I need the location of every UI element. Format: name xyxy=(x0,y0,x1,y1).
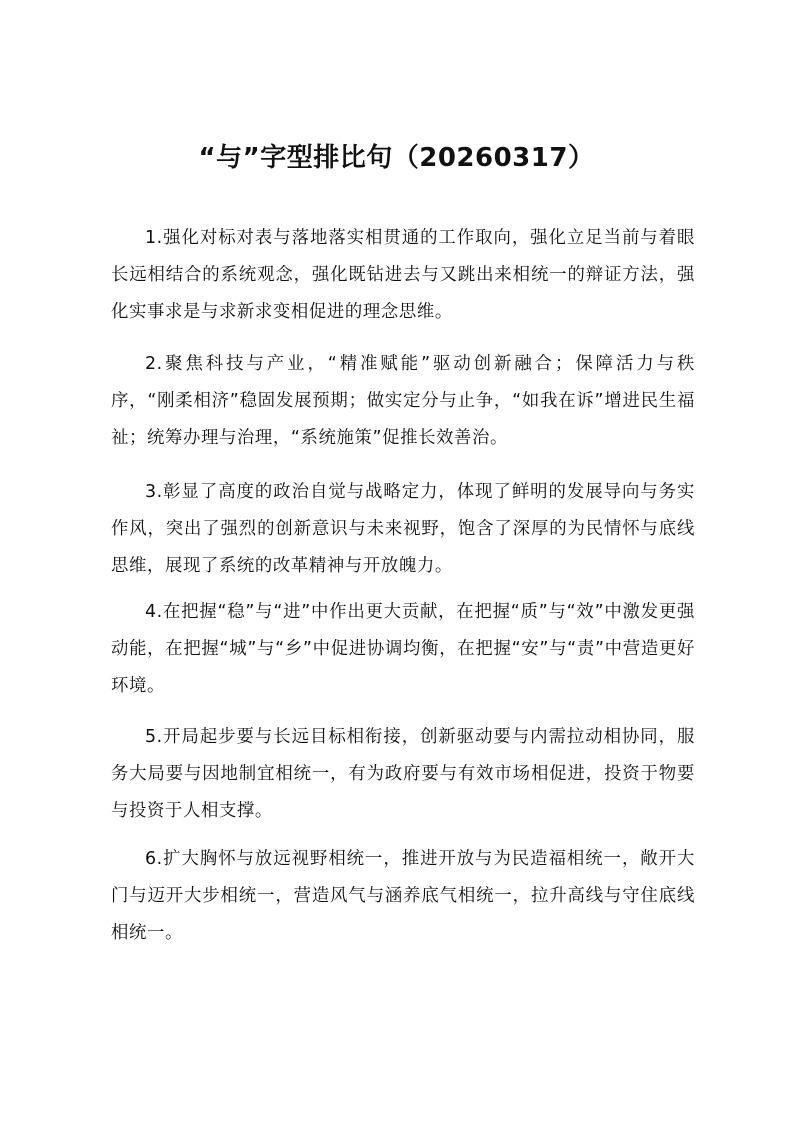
paragraph-2: 2.聚焦科技与产业，“精准赋能”驱动创新融合；保障活力与秩序，“刚柔相济”稳固发展预期；做实定分与止争，“如我在诉”增进民生福祉；统筹办理与治理，“系统施策”促推长效善治。 xyxy=(111,354,695,448)
paragraph-1: 1.强化对标对表与落地落实相贯通的工作取向，强化立足当前与着眼长远相结合的系统观念，强化既钻进去与又跳出来相统一的辩证方法，强化实事求是与求新求变相促进的理念思维。 xyxy=(111,228,695,322)
document-title: “与”字型排比句（20260317） xyxy=(198,143,595,173)
paragraph-3: 3.彰显了高度的政治自觉与战略定力，体现了鲜明的发展导向与务实作风，突出了强烈的创新意识与未来视野，饱含了深厚的为民情怀与底线思维，展现了系统的改革精神与开放魄力。 xyxy=(111,482,695,576)
paragraph-5: 5.开局起步要与长远目标相衔接，创新驱动要与内需拉动相协同，服务大局要与因地制宜相统一，有为政府要与有效市场相促进，投资于物要与投资于人相支撑。 xyxy=(111,727,695,821)
paragraph-4: 4.在把握“稳”与“进”中作出更大贡献，在把握“质”与“效”中激发更强动能，在把握“城”与“乡”中促进协调均衡，在把握“安”与“责”中营造更好环境。 xyxy=(111,602,695,696)
paragraph-6: 6.扩大胸怀与放远视野相统一，推进开放与为民造福相统一，敞开大门与迈开大步相统一，营造风气与涵养底气相统一，拉升高线与守住底线相统一。 xyxy=(111,849,695,943)
